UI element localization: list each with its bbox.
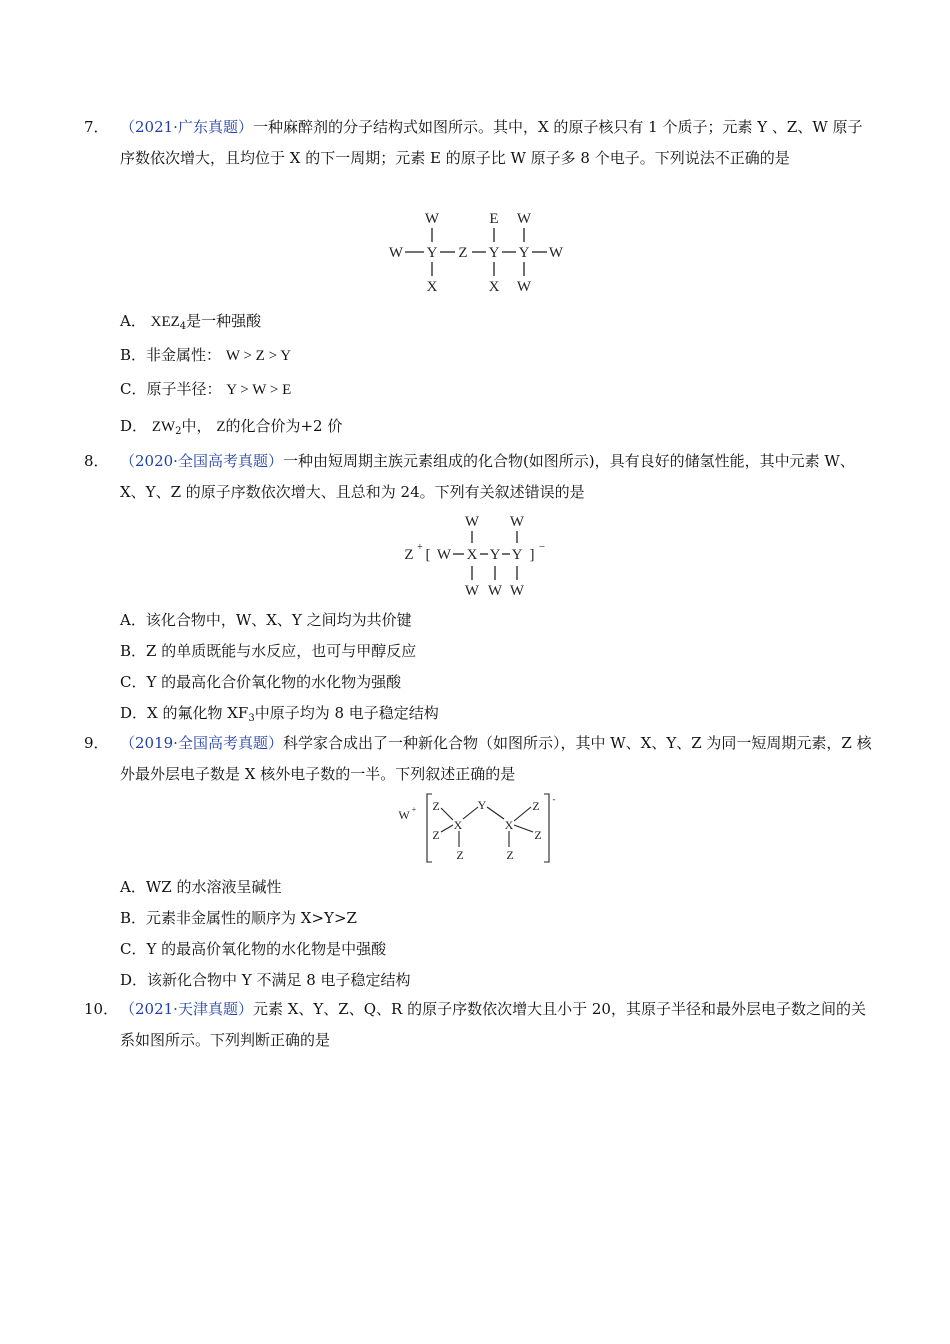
atom-label: Y (426, 245, 438, 261)
atom-label: X (504, 818, 514, 832)
atom-label: Z (432, 828, 440, 842)
atom-label: X (426, 279, 438, 295)
atom-label: W (388, 245, 404, 261)
option-9b: B．元素非金属性的顺序为 X>Y>Z (120, 909, 357, 927)
structure-figure-9 (396, 792, 561, 868)
charge-label: - (552, 794, 556, 804)
question-7 (84, 112, 874, 174)
question-text: 元素 X、Y、Z、Q、R 的原子序数依次增大且小于 20，其原子半径和最外层电子数之间的关系如图所示。下列判断正确的是 (120, 1000, 866, 1049)
option-7b: B．非金属性： W > Z > Y (120, 346, 292, 364)
question-10 (84, 994, 874, 1056)
atom-label: Z (506, 848, 514, 862)
option-9d: D．该新化合物中 Y 不满足 8 电子稳定结构 (120, 971, 411, 989)
bracket: ] (529, 547, 535, 563)
question-source: （2021·广东真题） (120, 118, 253, 136)
structure-figure-7 (382, 206, 582, 302)
atom-label: Y (477, 798, 487, 812)
atom-label: E (489, 211, 499, 227)
question-9 (84, 728, 874, 790)
atom-label: Z (432, 799, 440, 813)
atom-label: X (488, 279, 500, 295)
atom-label: Y (511, 547, 523, 563)
atom-label: Z (458, 245, 468, 261)
atom-label: W (548, 245, 564, 261)
atom-label: W (424, 211, 440, 227)
atom-label: W (464, 583, 480, 599)
question-source: （2019·全国高考真题） (120, 734, 283, 752)
atom-label: X (453, 818, 463, 832)
option-9c: C．Y 的最高价氧化物的水化物是中强酸 (120, 940, 387, 958)
question-8 (84, 446, 874, 508)
option-8c: C．Y 的最高化合价氧化物的水化物为强酸 (120, 673, 402, 691)
question-text: 一种麻醉剂的分子结构式如图所示。其中，X 的原子核只有 1 个质子；元素 Y 、Z、W 原子序数依次增大，且均位于 X 的下一周期；元素 E 的原子比 W 原子多 8 个电子。下列说法不正确的是 (120, 118, 863, 167)
option-8a: A．该化合物中，W、X、Y 之间均为共价键 (120, 611, 412, 629)
atom-label: W (398, 808, 410, 822)
atom-label: Y (489, 547, 501, 563)
atom-label: Z (404, 547, 414, 563)
question-text: 一种由短周期主族元素组成的化合物(如图所示)，具有良好的储氢性能，其中元素 W、X、Y、Z 的原子序数依次增大、且总和为 24。下列有关叙述错误的是 (120, 452, 855, 501)
charge-label: + (411, 805, 417, 814)
atom-label: Y (518, 245, 530, 261)
question-source: （2021·天津真题） (120, 1000, 253, 1018)
option-7d: D． $ZW_2$中， Z的化合价为+2 价 (120, 417, 343, 437)
question-text: 科学家合成出了一种新化合物（如图所示），其中 W、X、Y、Z 为同一短周期元素，Z 核外最外层电子数是 X 核外电子数的一半。下列叙述正确的是 (120, 734, 872, 783)
atom-label: W (509, 583, 525, 599)
structure-figure-8 (400, 510, 550, 606)
option-7a: A． $XEZ_4$是一种强酸 (120, 312, 262, 332)
option-7c: C．原子半径： Y > W > E (120, 380, 292, 398)
question-source: （2020·全国高考真题） (120, 452, 283, 470)
charge-label: + (417, 542, 423, 553)
question-number: 10． (84, 1000, 119, 1018)
question-number: 9． (84, 734, 109, 752)
question-number: 7． (84, 118, 109, 136)
atom-label: W (509, 514, 525, 530)
atom-label: Z (456, 848, 464, 862)
atom-label: W (516, 279, 532, 295)
atom-label: W (436, 547, 452, 563)
bracket: [ (425, 547, 431, 563)
atom-label: W (487, 583, 503, 599)
charge-label: − (538, 541, 546, 553)
atom-label: W (516, 211, 532, 227)
question-number: 8． (84, 452, 109, 470)
option-9a: A．WZ 的水溶液呈碱性 (120, 878, 282, 896)
atom-label: Z (532, 799, 540, 813)
atom-label: Z (534, 828, 542, 842)
option-8b: B．Z 的单质既能与水反应，也可与甲醇反应 (120, 642, 417, 660)
atom-label: Y (488, 245, 500, 261)
atom-label: W (464, 514, 480, 530)
atom-label: X (466, 547, 478, 563)
option-8d: D．X 的氟化物 $XF_3$中原子均为 8 电子稳定结构 (120, 704, 439, 724)
